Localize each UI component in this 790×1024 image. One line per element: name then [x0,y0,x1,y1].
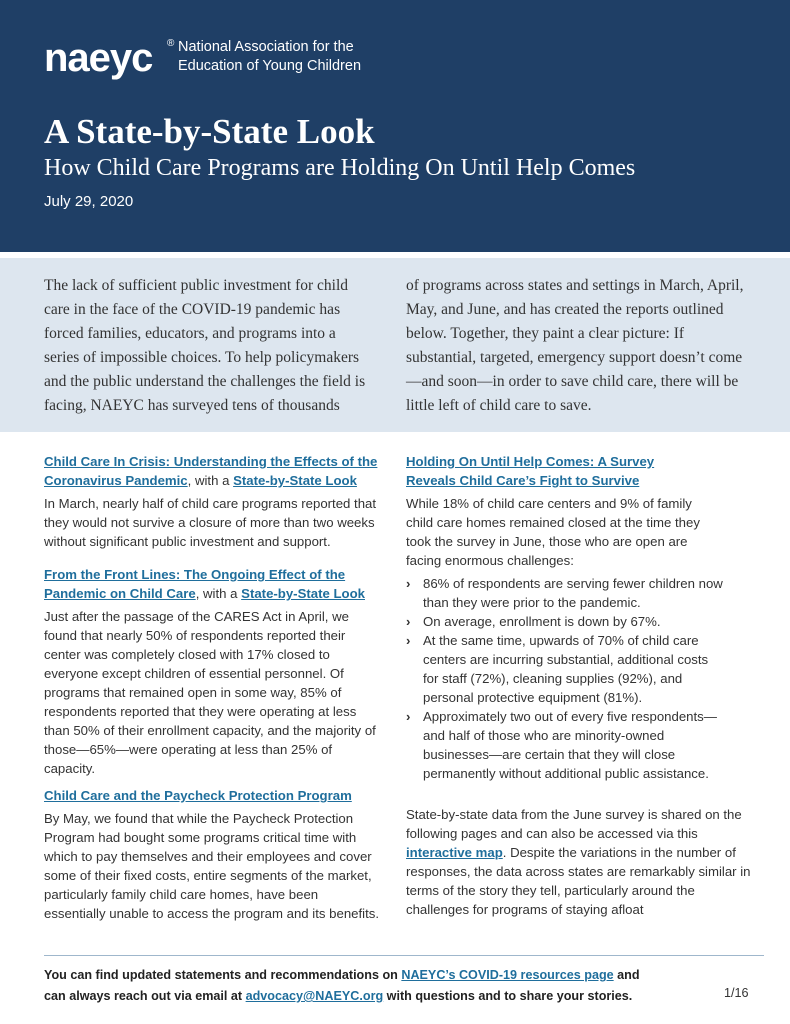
chevron-right-icon: › [406,633,411,648]
chevron-right-icon: › [406,614,411,629]
finding-text: Approximately two out of every five respondents—and half of those who are minority-owned businesses—are certain that they will close permanently without additional public assistance. [423,709,717,781]
finding-text: At the same time, upwards of 70% of child care centers are incurring substantial, additional costs for staff (72%), cleaning supplies (92%), and personal protective equipment (81%). [423,633,709,705]
publication-date: July 29, 2020 [44,193,134,210]
covid-resources-link[interactable]: NAEYC’s COVID-19 resources page [401,968,614,982]
interactive-map-link[interactable]: interactive map [406,845,503,860]
with-a-text: , with a [195,586,242,601]
finding-text: On average, enrollment is down by 67%. [423,614,661,629]
spacer [406,783,752,801]
footer-line-2 [44,986,684,1007]
footer-line-1 [44,965,684,986]
section-ppp-heading [44,786,382,805]
map-text-pre: State-by-state data from the June survey is shared on the following pages and can also be accessed via this [406,807,742,841]
chevron-right-icon: › [406,709,411,724]
ppp-report-link[interactable]: Child Care and the Paycheck Protection Program [44,788,352,803]
organization-name [178,38,408,76]
section-map-body [406,805,752,919]
intro-band [0,258,790,432]
naeyc-logo: naeyc [44,36,153,80]
page-title: A State-by-State Look [44,112,375,151]
advocacy-email-link[interactable]: advocacy@NAEYC.org [245,989,384,1003]
right-column [406,452,752,919]
page-number: 1/16 [724,986,749,1000]
map-text-post: . Despite the variations in the number of responses, the data across states are remarkably similar in terms of the story they tell, particularly around the challenges for programs of staying afloat [406,845,751,917]
page-subtitle: How Child Care Programs are Holding On Until Help Comes [44,155,636,181]
footer-text: can always reach out via email at [44,989,246,1003]
section-crisis-body: In March, nearly half of child care programs reported that they would not survive a closure of more than two weeks without significant public investment and support. [44,496,377,549]
org-name-line-2: Education of Young Children [178,58,362,74]
intro-text-left: The lack of sufficient public investment for child care in the face of the COVID-19 pandemic has forced families, educators, and programs into a series of impossible choices. To help policymakers and the public understand the challenges the field is facing, NAEYC has surveyed tens of thousands [44,277,366,414]
spacer [44,551,382,565]
finding-text: 86% of respondents are serving fewer children now than they were prior to the pandemic. [423,576,723,610]
list-item [406,631,726,707]
crisis-state-look-link[interactable]: State-by-State Look [233,473,357,488]
header-banner [0,0,790,252]
list-item [406,707,726,783]
section-ppp-body: By May, we found that while the Paycheck Protection Program had bought some programs critical time with which to pay themselves and their employees and cover some of their fixed costs, entire segments of the market, particularly family child care homes, have been essentially unable to access the program and its benefits. [44,811,380,921]
chevron-right-icon: › [406,576,411,591]
section-front-lines-body: Just after the passage of the CARES Act in April, we found that nearly 50% of respondents reported their center was completely closed with 17% closed to everyone except children of essential personnel. Of programs that remained open in some way, 85% of respondents reported that they were operating at less than 50% of their enrollment capacity, and the majority of those—65%—were operating at less than 25% of capacity. [44,609,376,776]
registered-mark: ® [167,38,175,49]
footer-text: with questions and to share your stories. [383,989,633,1003]
org-name-line-1: National Association for the [178,39,354,55]
with-a-text: , with a [187,473,234,488]
list-item [406,612,726,631]
footer-text: You can find updated statements and recommendations on [44,968,402,982]
left-column [44,452,382,923]
holding-on-report-link[interactable]: Holding On Until Help Comes: A Survey Reveals Child Care’s Fight to Survive [406,454,655,488]
intro-text-right: of programs across states and settings in March, April, May, and June, and has created the reports outlined below. Together, they paint a clear picture: If substantial, targeted, emergency support doesn’t come—and soon—in order to save child care, there will be little left of child care to save. [406,277,744,414]
spacer [44,778,382,786]
footer-divider [44,955,764,956]
section-front-lines-heading [44,565,382,603]
section-crisis-heading [44,452,382,490]
section-holding-on-body: While 18% of child care centers and 9% of family child care homes remained closed at the time they took the survey in June, those who are open are facing enormous challenges: [406,496,700,568]
footer-note [44,965,684,1007]
front-lines-state-look-link[interactable]: State-by-State Look [241,586,365,601]
crisis-report-link[interactable]: Child Care In Crisis: Understanding the Effects of the Coronavirus Pandemic [44,454,378,488]
front-lines-report-link[interactable]: From the Front Lines: The Ongoing Effect of the Pandemic on Child Care [44,567,346,601]
footer-text: and [613,968,640,982]
list-item [406,574,726,612]
section-holding-on-heading [406,452,656,490]
findings-list [406,574,726,783]
